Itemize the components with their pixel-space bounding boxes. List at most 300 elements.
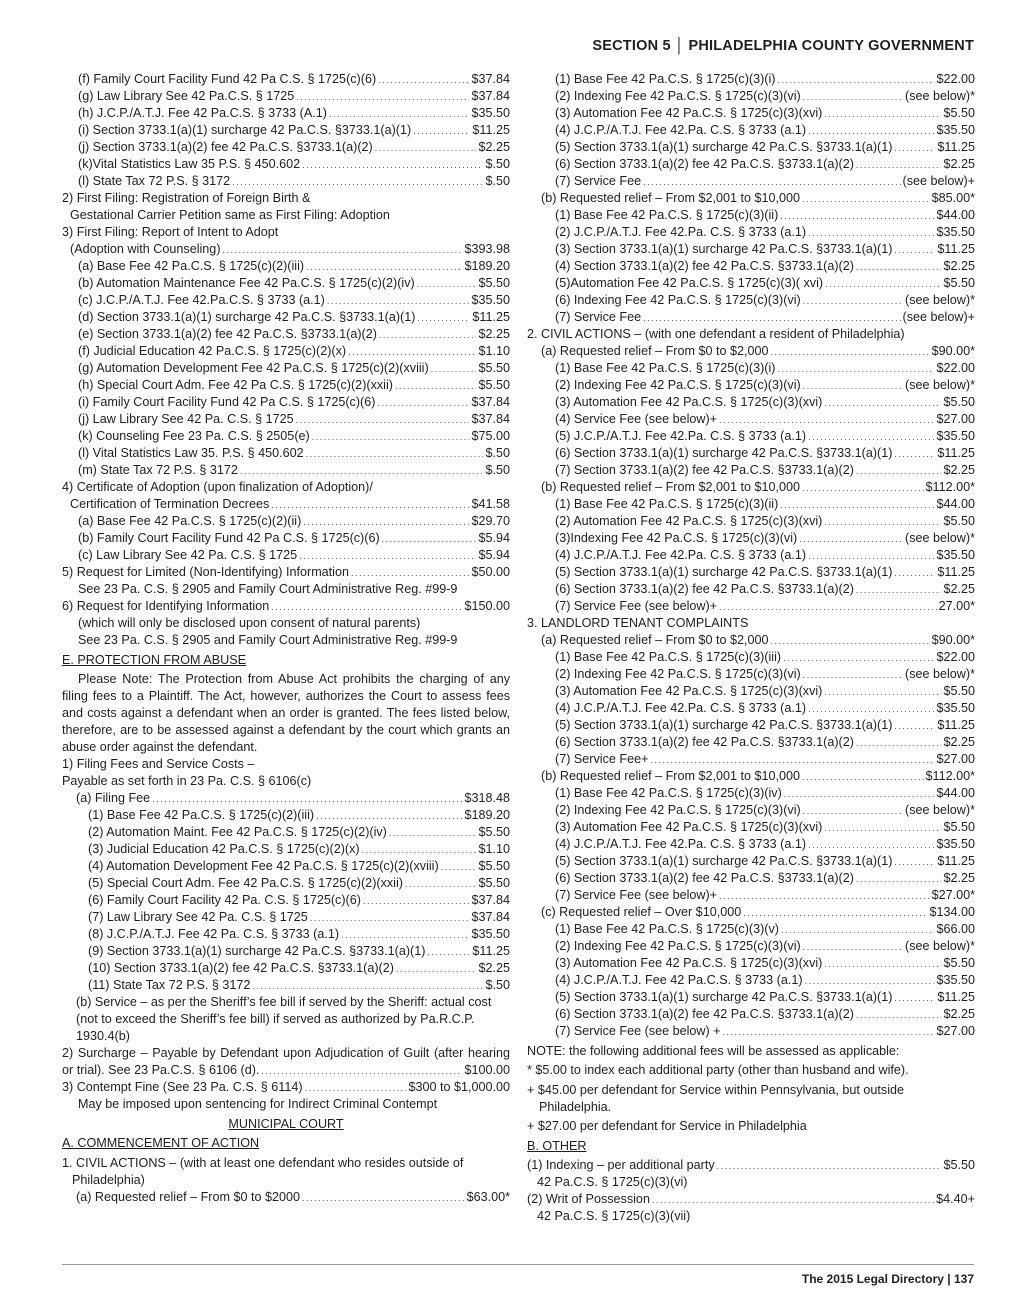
text-line	[527, 1043, 975, 1060]
dot-leader	[799, 530, 903, 547]
text-line	[62, 841, 510, 858]
dot-leader	[417, 309, 470, 326]
fee-label: (3) Automation Fee 42 Pa.C.S. § 1725(c)(3)(xvi)	[555, 820, 823, 834]
line-text: Gestational Carrier Petition same as First Filing: Adoption	[70, 208, 390, 222]
fee-amount: $5.50	[943, 956, 975, 970]
fee-label: (4) Automation Development Fee 42 Pa.C.S. § 1725(c)(2)(xviii)	[88, 859, 439, 873]
fee-amount: 27.00*	[938, 599, 975, 613]
text-line	[62, 547, 510, 564]
fee-amount: $150.00	[464, 599, 510, 613]
line-text: MUNICIPAL COURT	[228, 1116, 344, 1131]
dot-leader	[803, 666, 903, 683]
line-text: May be imposed upon sentencing for Indirect Criminal Contempt	[78, 1097, 438, 1111]
text-line	[527, 190, 975, 207]
dot-leader	[375, 139, 477, 156]
dot-leader	[805, 972, 935, 989]
fee-label: 3) Contempt Fine (See 23 Pa. C.S. § 6114)	[62, 1080, 303, 1094]
fee-label: (a) Requested relief – From $0 to $2000	[76, 1189, 301, 1204]
dot-leader	[252, 977, 483, 994]
dot-leader	[351, 564, 469, 581]
section-title	[62, 1116, 510, 1133]
fee-amount: $.50	[485, 978, 510, 992]
text-line	[527, 309, 975, 326]
fee-amount: $35.50	[936, 973, 975, 987]
line-text: E. PROTECTION FROM ABUSE	[62, 652, 247, 667]
fee-label: (5) Section 3733.1(a)(1) surcharge 42 Pa.C.S. §3733.1(a)(1)	[555, 565, 893, 579]
text-line	[62, 824, 510, 841]
fee-label: (l) State Tax 72 P.S. § 3172	[78, 174, 231, 188]
line-text: 42 Pa.C.S. § 1725(c)(3)(vii)	[537, 1209, 691, 1223]
fee-label: (6) Section 3733.1(a)(2) fee 42 Pa.C.S. §3733.1(a)(2)	[555, 582, 854, 596]
dot-leader	[303, 513, 469, 530]
text-line	[527, 1118, 975, 1135]
text-line	[62, 909, 510, 926]
text-line	[62, 224, 510, 241]
text-line	[62, 275, 510, 292]
text-line	[62, 156, 510, 173]
text-line	[527, 1062, 975, 1079]
fee-label: (h) J.C.P./A.T.J. Fee 42 Pa.C.S. § 3733 (A.1)	[78, 106, 327, 120]
text-line	[62, 1172, 510, 1189]
fee-amount: $90.00*	[931, 344, 975, 358]
fee-amount: $35.50	[936, 548, 975, 562]
fee-label: (1) Base Fee 42 Pa.C.S. § 1725(c)(3)(ii)	[555, 208, 779, 222]
fee-amount: $4.40+	[936, 1192, 975, 1206]
text-line	[527, 343, 975, 360]
dot-leader	[803, 292, 903, 309]
fee-label: (l) Vital Statistics Law 35. P.S. § 450.602	[78, 446, 304, 460]
fee-label: (i) Section 3733.1(a)(1) surcharge 42 Pa.C.S. §3733.1(a)(1)	[78, 123, 412, 137]
dot-leader	[271, 598, 462, 615]
dot-leader	[441, 858, 477, 875]
text-line	[527, 819, 975, 836]
fee-amount: $35.50	[471, 927, 510, 941]
line-text: Please Note: The Protection from Abuse Act prohibits the charging of any	[78, 672, 510, 686]
dot-leader	[431, 360, 477, 377]
fee-amount: $2.25	[478, 327, 510, 341]
fee-label: (k)Vital Statistics Law 35 P.S. § 450.602	[78, 157, 301, 171]
line-text: + $27.00 per defendant for Service in Philadelphia	[527, 1119, 807, 1133]
text-line	[62, 943, 510, 960]
text-line	[527, 105, 975, 122]
fee-amount: $1.10	[478, 344, 510, 358]
fee-amount: $27.00	[936, 752, 975, 766]
text-line	[527, 751, 975, 768]
text-line	[62, 598, 510, 615]
text-line	[62, 122, 510, 139]
fee-label: (7) Law Library See 42 Pa. C.S. § 1725	[88, 910, 308, 924]
fee-label: (b) Requested relief – From $2,001 to $10,000	[541, 480, 801, 494]
fee-label: 6) Request for Identifying Information	[62, 599, 270, 613]
fee-amount: $5.50	[943, 276, 975, 290]
fee-amount: (see below)*	[905, 89, 975, 103]
fee-amount: $5.94	[478, 531, 510, 545]
text-line	[527, 1191, 975, 1208]
fee-label: (3) Judicial Education 42 Pa.C.S. § 1725(c)(2)(x)	[88, 842, 360, 856]
text-line	[62, 428, 510, 445]
text-line	[527, 428, 975, 445]
text-line	[527, 224, 975, 241]
fee-label: (1) Base Fee 42 Pa.C.S. § 1725(c)(3)(iv)	[555, 786, 782, 800]
fee-label: (5) Section 3733.1(a)(1) surcharge 42 Pa.C.S. §3733.1(a)(1)	[555, 854, 893, 868]
text-line	[527, 241, 975, 258]
text-line	[527, 972, 975, 989]
dot-leader	[808, 224, 934, 241]
text-line	[527, 377, 975, 394]
text-line	[527, 989, 975, 1006]
dot-leader	[378, 71, 469, 88]
text-line	[527, 275, 975, 292]
fee-label: (b) Automation Maintenance Fee 42 Pa.C.S. § 1725(c)(2)(iv)	[78, 276, 415, 290]
fee-label: (2) J.C.P./A.T.J. Fee 42.Pa. C.S. § 3733 (a.1)	[555, 225, 807, 239]
dot-leader	[717, 1157, 942, 1174]
text-line	[527, 870, 975, 887]
dot-leader	[271, 496, 469, 513]
dot-leader	[723, 1023, 935, 1040]
text-line	[62, 1079, 510, 1096]
fee-label: 5) Request for Limited (Non-Identifying) Information	[62, 565, 349, 579]
text-line	[527, 88, 975, 105]
fee-label: (10) Section 3733.1(a)(2) fee 42 Pa.C.S. §3733.1(a)(2)	[88, 961, 394, 975]
text-line	[62, 564, 510, 581]
text-line	[62, 1155, 510, 1172]
text-line	[62, 513, 510, 530]
dot-leader	[152, 790, 462, 807]
fee-label: Certification of Termination Decrees	[70, 497, 270, 511]
text-line	[62, 688, 510, 705]
fee-label: (6) Family Court Facility 42 Pa. C.S. § 1725(c)(6)	[88, 893, 361, 907]
dot-leader	[395, 377, 477, 394]
text-line	[62, 858, 510, 875]
fee-amount: $11.25	[937, 565, 975, 579]
line-text: 42 Pa.C.S. § 1725(c)(3)(vi)	[537, 1175, 688, 1189]
fee-amount: $2.25	[943, 871, 975, 885]
fee-label: (11) State Tax 72 P.S. § 3172	[88, 978, 251, 992]
text-line	[62, 671, 510, 688]
fee-label: (8) J.C.P./A.T.J. Fee 42 Pa. C.S. § 3733 (a.1)	[88, 927, 340, 941]
fee-amount: $5.50	[478, 276, 510, 290]
line-text: 2) Surcharge – Payable by Defendant upon Adjudication of Guilt (after hearing	[62, 1046, 510, 1060]
text-line	[527, 581, 975, 598]
text-line	[527, 71, 975, 88]
fee-amount: $41.58	[471, 497, 510, 511]
dot-leader	[329, 105, 470, 122]
fee-label: (4) J.C.P./A.T.J. Fee 42.Pa. C.S. § 3733 (a.1)	[555, 123, 807, 137]
fee-amount: $2.25	[943, 735, 975, 749]
fee-label: (4) J.C.P./A.T.J. Fee 42.Pa. C.S. § 3733 (a.1)	[555, 701, 807, 715]
dot-leader	[802, 479, 923, 496]
dot-leader	[379, 326, 477, 343]
text-line	[62, 994, 510, 1011]
dot-leader	[305, 1079, 407, 1096]
text-line	[62, 807, 510, 824]
text-line	[527, 768, 975, 785]
text-line	[527, 955, 975, 972]
text-line	[62, 773, 510, 790]
fee-label: (5) Section 3733.1(a)(1) surcharge 42 Pa.C.S. §3733.1(a)(1)	[555, 990, 893, 1004]
dot-leader	[824, 105, 941, 122]
fee-label: (b) Family Court Facility Fund 42 Pa C.S. § 1725(c)(6)	[78, 531, 380, 545]
dot-leader	[780, 207, 934, 224]
line-text: See 23 Pa. C.S. § 2905 and Family Court Administrative Reg. #99-9	[78, 582, 458, 596]
section-heading	[62, 1135, 510, 1152]
fee-amount: $189.20	[464, 259, 510, 273]
text-line	[62, 445, 510, 462]
dot-leader	[803, 377, 903, 394]
fee-amount: $37.84	[471, 72, 510, 86]
text-line	[62, 530, 510, 547]
fee-amount: $11.25	[937, 446, 975, 460]
fee-amount: $134.00	[929, 905, 975, 919]
fee-amount: $112.00*	[925, 480, 975, 494]
dot-leader	[825, 275, 941, 292]
fee-amount: (see below)+	[902, 310, 975, 324]
dot-leader	[363, 892, 470, 909]
text-line	[62, 977, 510, 994]
fee-label: (4) Section 3733.1(a)(2) fee 42 Pa.C.S. §3733.1(a)(2)	[555, 259, 854, 273]
text-line	[62, 360, 510, 377]
text-line	[62, 479, 510, 496]
fee-label: (7) Service Fee	[555, 310, 642, 324]
fee-label: (6) Section 3733.1(a)(2) fee 42 Pa.C.S. §3733.1(a)(2)	[555, 157, 854, 171]
fee-label: (2) Indexing Fee 42 Pa.C.S. § 1725(c)(3)(vi)	[555, 939, 801, 953]
fee-label: (7) Service Fee (see below)+	[555, 888, 718, 902]
text-line	[527, 394, 975, 411]
left-column	[62, 71, 510, 1206]
text-line	[527, 700, 975, 717]
dot-leader	[808, 836, 934, 853]
fee-label: (5) Special Court Adm. Fee 42 Pa.C.S. § 1725(c)(2)(xxii)	[88, 876, 403, 890]
dot-leader	[856, 581, 942, 598]
fee-amount: (see below)*	[905, 803, 975, 817]
fee-amount: $85.00*	[931, 191, 975, 205]
fee-label: (4) J.C.P./A.T.J. Fee 42.Pa. C.S. § 3733 (a.1)	[555, 837, 807, 851]
text-line	[527, 1157, 975, 1174]
text-line	[527, 564, 975, 581]
fee-label: (g) Automation Development Fee 42 Pa.C.S. § 1725(c)(2)(xviii)	[78, 361, 429, 375]
dot-leader	[781, 921, 934, 938]
line-text: 3) First Filing: Report of Intent to Adopt	[62, 225, 279, 239]
dot-leader	[719, 887, 930, 904]
text-line	[527, 156, 975, 173]
dot-leader	[652, 1191, 934, 1208]
fee-amount: $11.25	[937, 242, 975, 256]
fee-label: (c) Requested relief – Over $10,000	[541, 905, 742, 919]
text-line	[527, 139, 975, 156]
fee-amount: $112.00*	[925, 769, 975, 783]
text-line	[527, 887, 975, 904]
fee-label: (2) Indexing Fee 42 Pa.C.S. § 1725(c)(3)(vi)	[555, 89, 801, 103]
text-line	[527, 615, 975, 632]
fee-amount: (see below)*	[905, 667, 975, 681]
text-line	[527, 683, 975, 700]
dot-leader	[389, 824, 477, 841]
line-text: + $45.00 per defendant for Service within Pennsylvania, but outside	[527, 1082, 905, 1097]
dot-leader	[643, 309, 900, 326]
fee-amount: $5.50	[943, 514, 975, 528]
line-text: 4) Certificate of Adoption (upon finalization of Adoption)/	[62, 480, 373, 494]
dot-leader	[296, 411, 470, 428]
fee-amount: $5.50	[943, 1158, 975, 1172]
fee-amount: $100.00	[464, 1063, 510, 1077]
dot-leader	[894, 139, 935, 156]
fee-amount: $44.00	[936, 786, 975, 800]
line-text: 3. LANDLORD TENANT COMPLAINTS	[527, 616, 749, 630]
text-line	[62, 462, 510, 479]
dot-leader	[824, 683, 941, 700]
fee-amount: $2.25	[943, 463, 975, 477]
line-text: filing fees to a Plaintiff. The Act, however, authorizes the Court to assess fees	[62, 689, 510, 703]
fee-label: (3)Indexing Fee 42 Pa.C.S. § 1725(c)(3)(vi)	[555, 531, 798, 545]
dot-leader	[894, 564, 935, 581]
fee-amount: $22.00	[936, 361, 975, 375]
fee-label: (6) Section 3733.1(a)(2) fee 42 Pa.C.S. §3733.1(a)(2)	[555, 735, 854, 749]
page-footer: The 2015 Legal Directory | 137	[801, 1272, 974, 1286]
fee-label: (6) Section 3733.1(a)(2) fee 42 Pa.C.S. §3733.1(a)(2)	[555, 1007, 854, 1021]
text-line	[527, 292, 975, 309]
fee-label: (c) Law Library See 42 Pa. C.S. § 1725	[78, 548, 298, 562]
dot-leader	[327, 292, 470, 309]
line-text: NOTE: the following additional fees will be assessed as applicable:	[527, 1043, 900, 1058]
dot-leader	[223, 241, 463, 258]
text-line	[527, 853, 975, 870]
dot-leader	[348, 343, 476, 360]
fee-amount: $66.00	[936, 922, 975, 936]
text-line	[62, 722, 510, 739]
text-line	[527, 1082, 975, 1099]
fee-amount: $5.50	[943, 820, 975, 834]
text-line	[527, 649, 975, 666]
line-text: Philadelphia.	[539, 1099, 612, 1114]
dot-leader	[894, 445, 935, 462]
dot-leader	[405, 875, 477, 892]
fee-amount: $50.00	[471, 565, 510, 579]
dot-leader	[310, 909, 470, 926]
line-text: 2) First Filing: Registration of Foreign Birth &	[62, 191, 311, 205]
text-line	[62, 790, 510, 807]
text-line	[62, 326, 510, 343]
fee-label: (f) Family Court Facility Fund 42 Pa C.S. § 1725(c)(6)	[78, 72, 377, 86]
dot-leader	[856, 258, 942, 275]
fee-label: (a) Requested relief – From $0 to $2,000	[541, 344, 769, 358]
text-line	[62, 105, 510, 122]
text-line	[527, 547, 975, 564]
fee-label: (2) Writ of Possession	[527, 1192, 650, 1206]
text-line	[62, 960, 510, 977]
fee-amount: $90.00*	[931, 633, 975, 647]
fee-label: (2) Automation Fee 42 Pa.C.S. § 1725(c)(3)(xvi)	[555, 514, 823, 528]
fee-label: (1) Base Fee 42 Pa.C.S. § 1725(c)(3)(i)	[555, 361, 776, 375]
dot-leader	[302, 156, 483, 173]
fee-label: (3) Automation Fee 42 Pa.C.S. § 1725(c)(3)(xvi)	[555, 106, 823, 120]
fee-label: (4) J.C.P./A.T.J. Fee 42.Pa. C.S. § 3733 (a.1)	[555, 548, 807, 562]
dot-leader	[771, 632, 930, 649]
fee-label: (3) Section 3733.1(a)(1) surcharge 42 Pa.C.S. §3733.1(a)(1)	[555, 242, 893, 256]
fee-label: (j) Section 3733.1(a)(2) fee 42 Pa.C.S. §3733.1(a)(2)	[78, 140, 373, 154]
fee-label: (a) Filing Fee	[76, 791, 151, 805]
text-line	[62, 173, 510, 190]
dot-leader	[803, 938, 903, 955]
fee-amount: (see below)*	[905, 531, 975, 545]
text-line	[527, 530, 975, 547]
fee-amount: $11.25	[472, 123, 510, 137]
fee-label: (5) J.C.P./A.T.J. Fee 42.Pa. C.S. § 3733 (a.1)	[555, 429, 807, 443]
fee-amount: $27.00	[936, 1024, 975, 1038]
fee-amount: (see below)*	[905, 939, 975, 953]
dot-leader	[341, 926, 469, 943]
fee-label: (e) Section 3733.1(a)(2) fee 42 Pa.C.S. §3733.1(a)(2)	[78, 327, 377, 341]
dot-leader	[894, 241, 935, 258]
fee-amount: $5.94	[478, 548, 510, 562]
text-line	[527, 598, 975, 615]
fee-label: (4) J.C.P./A.T.J. Fee 42 Pa.C.S. § 3733 (a.1)	[555, 973, 803, 987]
text-line	[62, 615, 510, 632]
fee-amount: (see below)*	[905, 378, 975, 392]
dot-leader	[784, 785, 935, 802]
dot-leader	[856, 734, 942, 751]
text-line	[62, 632, 510, 649]
fee-label: (7) Service Fee (see below) +	[555, 1024, 721, 1038]
dot-leader	[261, 1062, 462, 1079]
fee-amount: $11.25	[937, 140, 975, 154]
text-line	[62, 705, 510, 722]
fee-label: (2) Automation Maint. Fee 42 Pa.C.S. § 1725(c)(2)(iv)	[88, 825, 387, 839]
text-line	[527, 207, 975, 224]
fee-label: (9) Section 3733.1(a)(1) surcharge 42 Pa.C.S. §3733.1(a)(1)	[88, 944, 426, 958]
fee-label: (4) Service Fee (see below)+	[555, 412, 718, 426]
fee-amount: $2.25	[943, 1007, 975, 1021]
fee-label: (c) J.C.P./A.T.J. Fee 42.Pa.C.S. § 3733 (a.1)	[78, 293, 325, 307]
fee-label: (3) Automation Fee 42 Pa.C.S. § 1725(c)(3)(xvi)	[555, 956, 823, 970]
dot-leader	[362, 841, 477, 858]
fee-label: (5)Automation Fee 42 Pa.C.S. § 1725(c)(3)( xvi)	[555, 276, 824, 290]
line-text: 1) Filing Fees and Service Costs –	[62, 757, 255, 771]
fee-label: (m) State Tax 72 P.S. § 3172	[78, 463, 238, 477]
fee-amount: $63.00*	[466, 1189, 510, 1204]
fee-label: (a) Requested relief – From $0 to $2,000	[541, 633, 769, 647]
text-line	[62, 1062, 510, 1079]
text-line	[527, 785, 975, 802]
text-line	[527, 1174, 975, 1191]
line-text: abuse order against the defendant.	[62, 740, 258, 754]
fee-label: (i) Family Court Facility Fund 42 Pa C.S. § 1725(c)(6)	[78, 395, 376, 409]
dot-leader	[856, 870, 942, 887]
section-heading	[62, 652, 510, 669]
dot-leader	[417, 275, 477, 292]
text-line	[527, 1208, 975, 1225]
fee-label: (6) Section 3733.1(a)(1) surcharge 42 Pa.C.S. §3733.1(a)(1)	[555, 446, 893, 460]
text-line	[62, 258, 510, 275]
dot-leader	[777, 71, 934, 88]
fee-amount: $.50	[485, 446, 510, 460]
dot-leader	[783, 649, 934, 666]
dot-leader	[777, 360, 934, 377]
line-text: 1. CIVIL ACTIONS – (with at least one defendant who resides outside of	[62, 1155, 464, 1170]
text-line	[62, 1028, 510, 1045]
dot-leader	[382, 530, 477, 547]
fee-amount: $35.50	[936, 123, 975, 137]
dot-leader	[312, 428, 470, 445]
fee-amount: $393.98	[464, 242, 510, 256]
text-line	[62, 207, 510, 224]
fee-label: (7) Service Fee (see below)+	[555, 599, 718, 613]
fee-amount: $37.84	[471, 910, 510, 924]
text-line	[62, 394, 510, 411]
dot-leader	[894, 717, 935, 734]
fee-label: (2) Indexing Fee 42 Pa.C.S. § 1725(c)(3)(vi)	[555, 378, 801, 392]
text-line	[62, 190, 510, 207]
text-line	[527, 122, 975, 139]
